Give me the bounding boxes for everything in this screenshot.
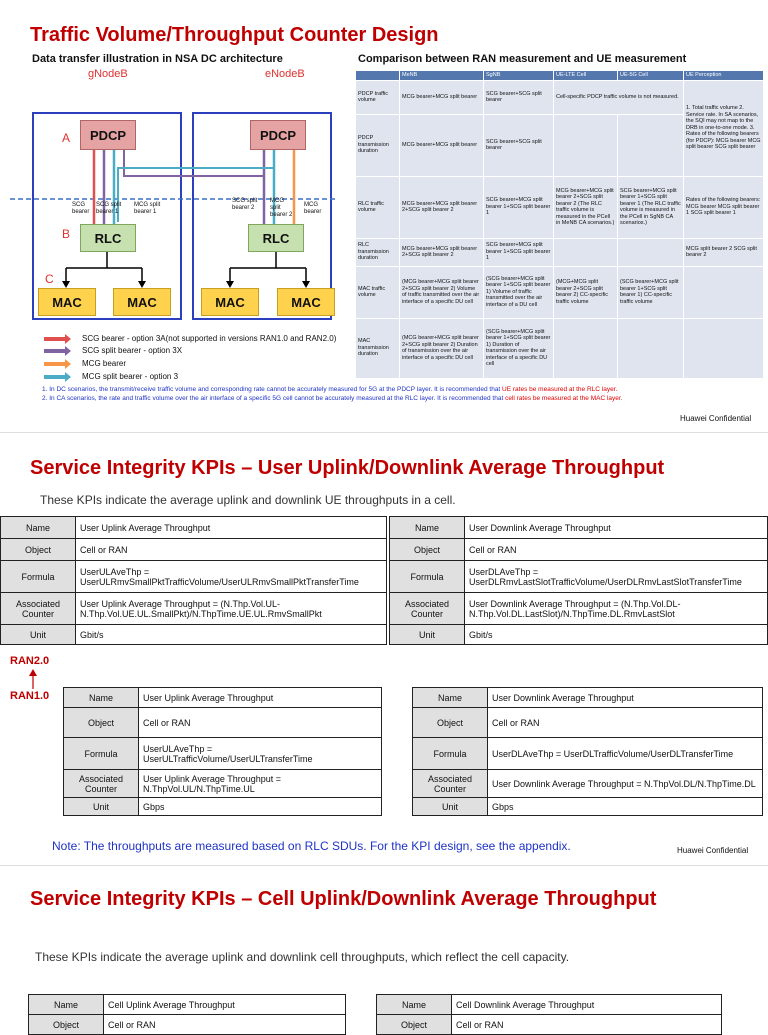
table-cell: (MCG bearer+MCG split bearer 2+SCG split bearer 2) Duration of transmission over the air interface of a specific DU cell [400, 318, 484, 378]
row-value: User Uplink Average Throughput [139, 688, 382, 708]
bearer-label: MCG bearer [304, 202, 322, 215]
table-row [390, 561, 768, 593]
legend-item [44, 358, 126, 369]
mac-gnodeb-1: MAC [38, 288, 96, 316]
table-row [390, 517, 768, 539]
row-header: Name [29, 995, 104, 1015]
table-row [356, 318, 764, 378]
row-value: UserDLAveThp = UserDLTrafficVolume/UserDLTransferTime [488, 738, 763, 770]
rlc-enodeb: RLC [248, 224, 304, 252]
row-value: Cell or RAN [139, 708, 382, 738]
table-row [1, 539, 387, 561]
row-header: Object [64, 708, 139, 738]
row-value: UserULAveThp = UserULRmvSmallPktTrafficVolume/UserULRmvSmallPktTransferTime [76, 561, 387, 593]
row-header: Name [64, 688, 139, 708]
legend-arrow [44, 362, 66, 366]
row-header: Object [29, 1015, 104, 1035]
table-cell: MAC traffic volume [356, 266, 400, 318]
table-row [413, 770, 763, 798]
slide-2-title: Service Integrity KPIs – User Uplink/Downlink Average Throughput [30, 457, 665, 479]
table-cell: RLC traffic volume [356, 176, 400, 238]
table-cell: SCG bearer+SCG split bearer [484, 114, 554, 176]
table-cell [554, 114, 618, 176]
row-header: Object [390, 539, 465, 561]
row-header: Formula [390, 561, 465, 593]
table-row [377, 1015, 722, 1035]
row-value: User Uplink Average Throughput [76, 517, 387, 539]
table-cell: SCG bearer+MCG split bearer 1+SCG split bearer 1 (The RLC traffic volume is measured in the PCell in SgNB CA scenarios.) [618, 176, 684, 238]
cell-downlink-table [376, 994, 722, 1035]
enodeb-label: eNodeB [265, 68, 305, 80]
bearer-flow-diagram [0, 0, 340, 330]
table-cell: 1. Total traffic volume 2. Service rate. In SA scenarios, the SQI may not map to the DRB in one-to-one mode. 3. Rates of the following bearers (for PDCP): MCG bearer MCG split bearer SCG split bearer [684, 80, 764, 176]
column-header: MeNB [400, 71, 484, 81]
table-row [413, 738, 763, 770]
marker-a: A [62, 131, 71, 145]
row-value: Cell or RAN [465, 539, 768, 561]
confidential-label: Huawei Confidential [677, 846, 749, 855]
row-header: Formula [413, 738, 488, 770]
legend-arrow [44, 349, 66, 353]
slide-2-description: These KPIs indicate the average uplink and downlink UE throughputs in a cell. [40, 493, 456, 507]
ran2-uplink-table [0, 516, 387, 645]
row-value: Cell or RAN [104, 1015, 346, 1035]
row-value: Gbit/s [76, 625, 387, 645]
row-value: Cell or RAN [488, 708, 763, 738]
slide-3 [0, 866, 768, 1030]
table-cell: PDCP traffic volume [356, 80, 400, 114]
table-cell: RLC transmission duration [356, 238, 400, 266]
row-value: Cell or RAN [452, 1015, 722, 1035]
row-header: Name [390, 517, 465, 539]
table-cell [684, 266, 764, 318]
mac-enodeb-2: MAC [277, 288, 335, 316]
table-row [356, 176, 764, 238]
row-header: Object [377, 1015, 452, 1035]
table-cell: MCG bearer+MCG split bearer 2+SCG split bearer 2 (The RLC traffic volume is measured in the PCell in MeNB CA scenarios.) [554, 176, 618, 238]
table-cell: MCG bearer+MCG split bearer [400, 114, 484, 176]
table-row [1, 517, 387, 539]
table-row [356, 80, 764, 114]
bearer-label: SCG split bearer 1 [96, 202, 122, 215]
mac-enodeb-1: MAC [201, 288, 259, 316]
table-row [356, 238, 764, 266]
table-cell: (MCG+MCG split bearer 2+SCG split bearer 2) CC-specific traffic volume [554, 266, 618, 318]
row-value: User Uplink Average Throughput = (N.Thp.Vol.UL-N.Thp.Vol.UE.UL.SmallPkt)/N.ThpTime.UE.UL.RmvSmallPkt [76, 593, 387, 625]
table-row [29, 1015, 346, 1035]
row-header: Unit [390, 625, 465, 645]
table-cell: (SCG bearer+MCG split bearer 1+SCG split bearer 1) Duration of transmission over the air interface of a specific DU cell [484, 318, 554, 378]
row-value: User Downlink Average Throughput = N.ThpVol.DL/N.ThpTime.DL [488, 770, 763, 798]
gnodeb-label: gNodeB [88, 68, 128, 80]
table-cell: (SCG bearer+MCG split bearer 1+SCG split bearer 1) CC-specific traffic volume [618, 266, 684, 318]
legend-label: SCG split bearer - option 3X [82, 346, 183, 355]
mac-gnodeb-2: MAC [113, 288, 171, 316]
footnote [42, 394, 762, 403]
table-row [390, 625, 768, 645]
table-row [1, 593, 387, 625]
table-row [64, 708, 382, 738]
row-value: Cell Downlink Average Throughput [452, 995, 722, 1015]
row-header: Unit [413, 798, 488, 816]
row-header: Name [377, 995, 452, 1015]
legend-item [44, 371, 178, 382]
column-header: UE-LTE Cell [554, 71, 618, 81]
pdcp-gnodeb: PDCP [80, 120, 136, 150]
marker-b: B [62, 227, 71, 241]
bearer-label: SCG bearer [72, 202, 90, 215]
table-row [29, 995, 346, 1015]
table-row [356, 266, 764, 318]
table-cell: (SCG bearer+MCG split bearer 1+SCG split bearer 1) Volume of traffic transmitted over the air interface of a DU cell [484, 266, 554, 318]
row-value: User Uplink Average Throughput = N.ThpVol.UL/N.ThpTime.UL [139, 770, 382, 798]
table-row [1, 625, 387, 645]
table-header-row [356, 71, 764, 81]
table-cell: SCG bearer+SCG split bearer [484, 80, 554, 114]
table-row [390, 593, 768, 625]
ran1-downlink-table [412, 687, 763, 816]
throughput-note: Note: The throughputs are measured based on RLC SDUs. For the KPI design, see the appendix. [52, 839, 571, 853]
ran1-uplink-table [63, 687, 382, 816]
table-row [413, 708, 763, 738]
ran2-downlink-table [389, 516, 768, 645]
row-header: Associated Counter [1, 593, 76, 625]
confidential-label: Huawei Confidential [680, 414, 752, 423]
row-value: User Downlink Average Throughput [465, 517, 768, 539]
row-header: Formula [64, 738, 139, 770]
table-cell: SCG bearer+MCG split bearer 1+SCG split bearer 1 [484, 238, 554, 266]
table-cell [554, 238, 618, 266]
rlc-gnodeb: RLC [80, 224, 136, 252]
left-subtitle: Data transfer illustration in NSA DC architecture [32, 53, 283, 65]
table-cell: MCG bearer+MCG split bearer 2+SCG split bearer 2 [400, 176, 484, 238]
footnote-text: 1. In DC scenarios, the transmit/receive traffic volume and corresponding rate cannot be accurately measured for 5G at the PDCP layer. It is recommended that [42, 386, 503, 393]
row-value: Gbit/s [465, 625, 768, 645]
table-row [64, 688, 382, 708]
right-subtitle: Comparison between RAN measurement and UE measurement [358, 53, 687, 65]
row-header: Name [1, 517, 76, 539]
bearer-label: MCG split bearer 1 [134, 202, 161, 215]
table-row [413, 688, 763, 708]
table-cell [684, 318, 764, 378]
table-row [377, 995, 722, 1015]
row-header: Object [413, 708, 488, 738]
legend-arrow [44, 375, 66, 379]
slide-3-description: These KPIs indicate the average uplink and downlink cell throughputs, which reflect the cell capacity. [35, 950, 570, 964]
row-value: Gbps [139, 798, 382, 816]
table-cell: MAC transmission duration [356, 318, 400, 378]
footnote-highlight: UE rates be measured at the RLC layer. [502, 386, 618, 393]
ran1-label: RAN1.0 [10, 690, 50, 702]
legend-label: MCG bearer [82, 359, 127, 368]
table-cell: Cell-specific PDCP traffic volume is not measured. [554, 80, 684, 114]
column-header: UE-5G Cell [618, 71, 684, 81]
table-cell: (MCG bearer+MCG split bearer 2+SCG split bearer 2) Volume of traffic transmitted over the air interface of a specific DU cell [400, 266, 484, 318]
table-row [64, 798, 382, 816]
row-header: Associated Counter [64, 770, 139, 798]
comparison-table [355, 70, 764, 379]
row-value: Cell or RAN [76, 539, 387, 561]
table-cell [618, 318, 684, 378]
table-cell: MCG bearer+MCG split bearer [400, 80, 484, 114]
table-cell: SCG bearer+MCG split bearer 1+SCG split bearer 1 [484, 176, 554, 238]
slide-1 [0, 0, 768, 432]
table-row [390, 539, 768, 561]
table-row [1, 561, 387, 593]
legend-label: SCG bearer - option 3A(not supported in versions RAN1.0 and RAN2.0) [82, 333, 337, 343]
row-header: Associated Counter [390, 593, 465, 625]
slide-1-title: Traffic Volume/Throughput Counter Design [30, 24, 439, 46]
legend-arrow [44, 337, 66, 341]
table-cell: PDCP transmission duration [356, 114, 400, 176]
column-header [356, 71, 400, 81]
row-value: UserDLAveThp = UserDLRmvLastSlotTrafficVolume/UserDLRmvLastSlotTransferTime [465, 561, 768, 593]
row-header: Name [413, 688, 488, 708]
table-cell: MCG bearer+MCG split bearer 2+SCG split bearer 2 [400, 238, 484, 266]
row-header: Unit [1, 625, 76, 645]
table-cell: Rates of the following bearers: MCG bearer MCG split bearer 1 SCG split bearer 1 [684, 176, 764, 238]
table-row [64, 738, 382, 770]
row-header: Object [1, 539, 76, 561]
ran2-label: RAN2.0 [10, 655, 50, 667]
row-value: Cell Uplink Average Throughput [104, 995, 346, 1015]
footnote-highlight: cell rates be measured at the MAC layer. [505, 395, 623, 402]
table-cell [618, 114, 684, 176]
bearer-label: SCG split bearer 2 [232, 198, 258, 211]
cell-uplink-table [28, 994, 346, 1035]
column-header: SgNB [484, 71, 554, 81]
pdcp-enodeb: PDCP [250, 120, 306, 150]
row-value: User Downlink Average Throughput [488, 688, 763, 708]
bearer-label: MCG split bearer 2 [270, 198, 293, 218]
marker-c: C [45, 272, 54, 286]
table-row [413, 798, 763, 816]
table-cell [618, 238, 684, 266]
legend-label: MCG split bearer - option 3 [82, 372, 179, 381]
legend-item [44, 333, 342, 344]
table-cell [554, 318, 618, 378]
column-header: UE Perception [684, 71, 764, 81]
row-value: UserULAveThp = UserULTrafficVolume/UserULTransferTime [139, 738, 382, 770]
row-value: Gbps [488, 798, 763, 816]
slide-3-title: Service Integrity KPIs – Cell Uplink/Downlink Average Throughput [30, 888, 657, 910]
table-row [64, 770, 382, 798]
footnote [42, 385, 762, 394]
upgrade-arrow [28, 669, 38, 689]
slide-2 [0, 433, 768, 865]
row-value: User Downlink Average Throughput = (N.Thp.Vol.DL-N.Thp.Vol.DL.LastSlot)/N.ThpTime.DL.RmvLastSlot [465, 593, 768, 625]
footnote-text: 2. In CA scenarios, the rate and traffic volume over the air interface of a specific 5G cell cannot be accurately measured at the RLC layer. It is recommended that [42, 395, 506, 402]
table-cell: MCG split bearer 2 SCG split bearer 2 [684, 238, 764, 266]
legend-item [44, 345, 182, 356]
row-header: Unit [64, 798, 139, 816]
row-header: Associated Counter [413, 770, 488, 798]
row-header: Formula [1, 561, 76, 593]
